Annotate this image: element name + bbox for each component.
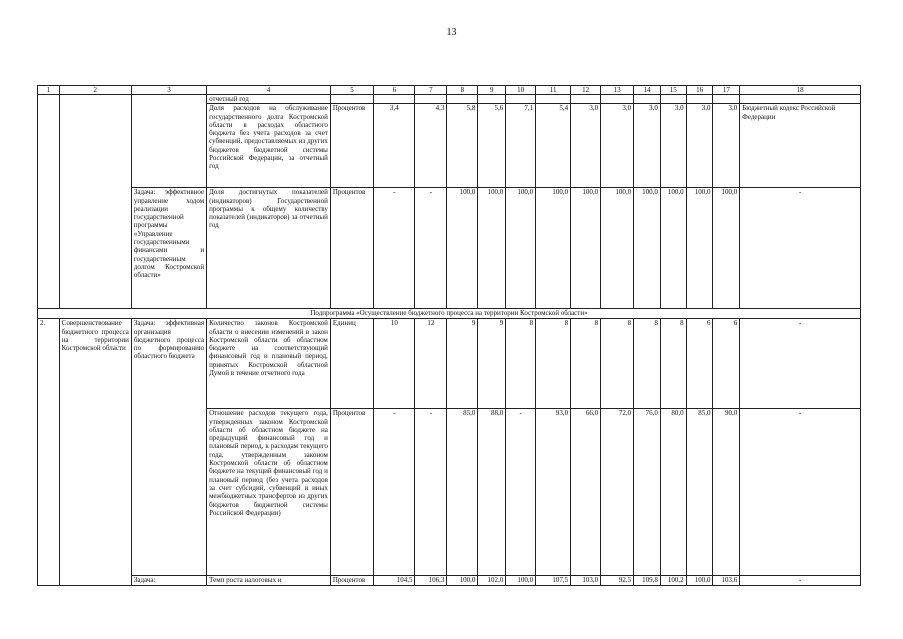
value-cell: 5,4 <box>536 104 571 188</box>
value-cell <box>506 95 536 104</box>
value-cell: 100,0 <box>536 188 571 309</box>
indicator-cell: Отношение расходов текущего года, утвержденных законом Костромской области об областном бюджете на предыдущий финансовый год и плановый период, к расходам текущего года, утвержденным законом Костромской области об областном бюджете на текущий финансовый год и плановый период (без учета расходов за счет субсидий, субвенций и иных межбюджетных трансфертов из других бюджетов бюджетной системы Российской Федерации) <box>207 409 331 576</box>
value-cell: 100,0 <box>686 576 713 585</box>
unit-cell: Процентов <box>330 576 373 585</box>
value-cell: 3,0 <box>601 104 634 188</box>
value-cell: 5,6 <box>478 104 506 188</box>
value-cell: 100,2 <box>660 576 686 585</box>
value-cell: 66,0 <box>571 409 601 576</box>
value-cell: 88,0 <box>478 409 506 576</box>
unit-cell: Процентов <box>330 409 373 576</box>
value-cell: 93,0 <box>536 409 571 576</box>
header-cell: 15 <box>660 86 686 95</box>
value-cell: 3,0 <box>686 104 713 188</box>
header-cell: 7 <box>415 86 447 95</box>
value-cell <box>571 95 601 104</box>
table-row <box>38 188 861 309</box>
task-cell: Задача: эффективная организация бюджетного процесса по формированию областного бюджета <box>131 319 206 576</box>
note-cell: - <box>740 319 861 409</box>
num-cell <box>38 95 60 309</box>
value-cell: 100,0 <box>447 576 478 585</box>
value-cell: 10 <box>374 319 415 409</box>
value-cell <box>601 95 634 104</box>
header-cell: 11 <box>536 86 571 95</box>
value-cell: 8 <box>601 319 634 409</box>
header-cell: 8 <box>447 86 478 95</box>
header-cell: 1 <box>38 86 60 95</box>
task-cell: Задача: <box>131 576 206 585</box>
unit-cell: Процентов <box>330 188 373 309</box>
value-cell <box>634 95 661 104</box>
header-cell: 2 <box>59 86 131 95</box>
value-cell <box>374 95 415 104</box>
value-cell: 100,0 <box>601 188 634 309</box>
unit-cell: Процентов <box>330 104 373 188</box>
value-cell <box>447 95 478 104</box>
note-cell: - <box>740 188 861 309</box>
value-cell: 5,8 <box>447 104 478 188</box>
table-row <box>38 576 861 585</box>
value-cell: 7,1 <box>506 104 536 188</box>
value-cell: 90,0 <box>713 409 740 576</box>
value-cell <box>536 95 571 104</box>
value-cell <box>415 95 447 104</box>
value-cell: 102,0 <box>478 576 506 585</box>
value-cell: 3,0 <box>713 104 740 188</box>
value-cell: 85,0 <box>447 409 478 576</box>
value-cell: 3,0 <box>634 104 661 188</box>
header-cell: 12 <box>571 86 601 95</box>
num-cell: 2. <box>38 319 60 585</box>
table-row <box>38 95 861 104</box>
value-cell: 6 <box>686 319 713 409</box>
table-row <box>38 319 861 409</box>
header-cell: 14 <box>634 86 661 95</box>
value-cell: 8 <box>660 319 686 409</box>
indicator-cell: отчетный год <box>207 95 331 104</box>
value-cell: 6 <box>713 319 740 409</box>
value-cell: 100,0 <box>506 188 536 309</box>
task-cell <box>131 95 206 188</box>
value-cell: 100,0 <box>713 188 740 309</box>
value-cell: - <box>374 409 415 576</box>
header-cell: 9 <box>478 86 506 95</box>
value-cell: 100,0 <box>571 188 601 309</box>
value-cell <box>478 95 506 104</box>
value-cell: - <box>374 188 415 309</box>
value-cell: 104,5 <box>374 576 415 585</box>
value-cell: 8 <box>536 319 571 409</box>
page-number: 13 <box>446 27 457 38</box>
note-cell: - <box>740 409 861 576</box>
value-cell: 103,0 <box>571 576 601 585</box>
value-cell: 3,0 <box>660 104 686 188</box>
value-cell: 106,3 <box>415 576 447 585</box>
note-cell: - <box>740 576 861 585</box>
subprogram-row <box>38 309 861 319</box>
header-cell: 17 <box>713 86 740 95</box>
value-cell: 107,5 <box>536 576 571 585</box>
value-cell: 100,0 <box>478 188 506 309</box>
value-cell: - <box>506 409 536 576</box>
value-cell: 80,0 <box>660 409 686 576</box>
note-cell <box>740 95 861 104</box>
header-cell: 16 <box>686 86 713 95</box>
goal-cell <box>59 95 131 309</box>
value-cell: 8 <box>571 319 601 409</box>
value-cell: 9 <box>478 319 506 409</box>
value-cell: - <box>415 409 447 576</box>
value-cell: 103,6 <box>713 576 740 585</box>
value-cell <box>660 95 686 104</box>
value-cell: 92,5 <box>601 576 634 585</box>
value-cell: 12 <box>415 319 447 409</box>
value-cell <box>686 95 713 104</box>
indicator-cell: Темп роста налоговых и <box>207 576 331 585</box>
value-cell: 72,0 <box>601 409 634 576</box>
header-cell: 3 <box>131 86 206 95</box>
header-row <box>38 86 861 95</box>
note-cell: Бюджетный кодекс Российской Федерации <box>740 104 861 188</box>
indicator-cell: Количество законов Костромской области о внесении изменений в закон Костромской области об областном бюджете на соответствующий финансовый год и плановый период, принятых Костромской областной Думой в течение отчетного года <box>207 319 331 409</box>
value-cell: 8 <box>634 319 661 409</box>
value-cell: 100,0 <box>506 576 536 585</box>
value-cell: 8 <box>506 319 536 409</box>
value-cell: - <box>415 188 447 309</box>
indicator-cell: Доля расходов на обслуживание государственного долга Костромской области в расходах областного бюджета без учета расходов за счет субвенций, предоставляемых из других бюджетов бюджетной системы Российской Федерации, за отчетный год <box>207 104 331 188</box>
value-cell: 3,4 <box>374 104 415 188</box>
value-cell: 100,0 <box>686 188 713 309</box>
value-cell <box>713 95 740 104</box>
value-cell: 85,0 <box>686 409 713 576</box>
header-cell: 18 <box>740 86 861 95</box>
value-cell: 100,0 <box>447 188 478 309</box>
indicators-table <box>37 85 861 586</box>
header-cell: 10 <box>506 86 536 95</box>
value-cell: 109,8 <box>634 576 661 585</box>
value-cell: 100,0 <box>634 188 661 309</box>
value-cell: 100,0 <box>660 188 686 309</box>
header-cell: 4 <box>207 86 331 95</box>
header-cell: 5 <box>330 86 373 95</box>
value-cell: 3,0 <box>571 104 601 188</box>
task-cell: Задача: эффективное управление ходом реализации государственной программы «Управление государственными финансами и государственным долгом Костромской области» <box>131 188 206 309</box>
indicator-cell: Доля достигнутых показателей (индикаторов) Государственной программы к общему количеству показателей (индикаторов) за отчетный год <box>207 188 331 309</box>
subprogram-title: Подпрограмма «Осуществление бюджетного процесса на территории Костромской области» <box>38 309 861 319</box>
value-cell: 9 <box>447 319 478 409</box>
unit-cell: Единиц <box>330 319 373 409</box>
header-cell: 13 <box>601 86 634 95</box>
unit-cell <box>330 95 373 104</box>
goal-cell: Совершенствование бюджетного процесса на территории Костромской области <box>59 319 131 585</box>
value-cell: 76,0 <box>634 409 661 576</box>
value-cell: 4,3 <box>415 104 447 188</box>
header-cell: 6 <box>374 86 415 95</box>
